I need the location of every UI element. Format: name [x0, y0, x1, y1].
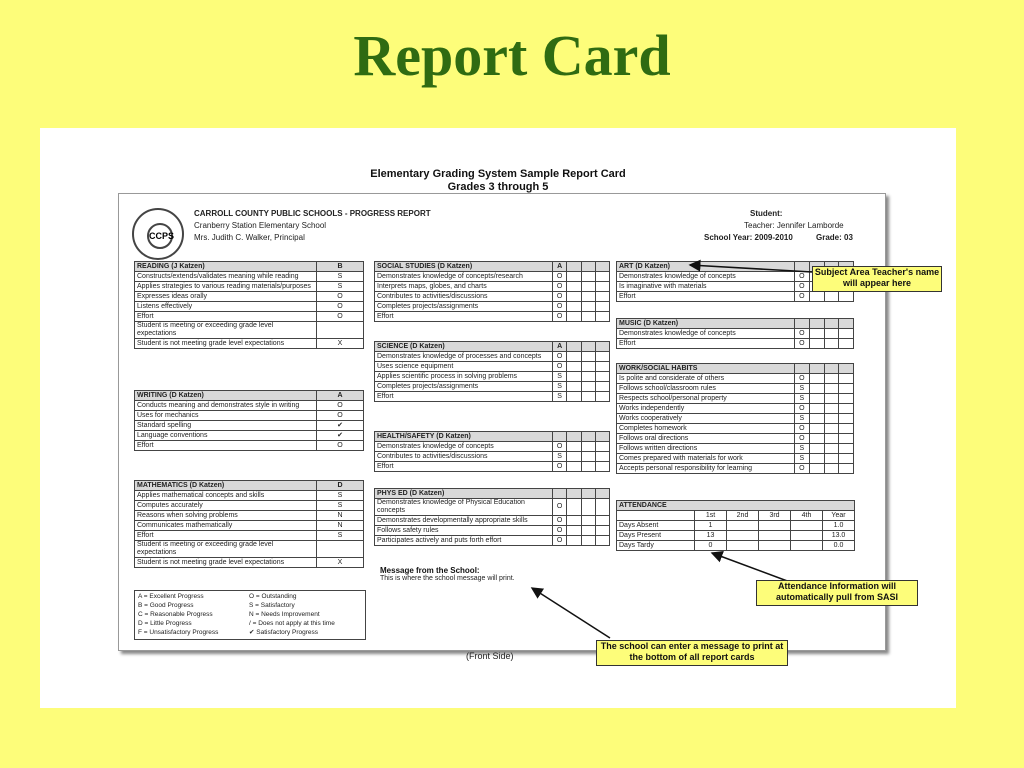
grade-level: Grade: 03	[816, 233, 853, 242]
teacher-name-callout: Subject Area Teacher's name will appear here	[812, 266, 942, 292]
row-mark: O	[553, 362, 567, 372]
row-label: Computes accurately	[135, 501, 317, 511]
row-mark: O	[553, 282, 567, 292]
doc-subtitle: Grades 3 through 5	[447, 181, 549, 193]
section-header: SOCIAL STUDIES (D Katzen)	[375, 262, 553, 272]
front-side-label: (Front Side)	[466, 651, 514, 661]
attendance-callout-arrow	[712, 553, 790, 582]
row-label: Demonstrates knowledge of concepts	[375, 442, 553, 452]
row-label: Demonstrates knowledge of concepts	[617, 329, 795, 339]
row-label: Respects school/personal property	[617, 394, 795, 404]
attendance-value: 13	[695, 531, 727, 541]
legend-item: / = Does not apply at this time	[249, 620, 335, 627]
row-mark: O	[795, 282, 810, 292]
section-header: ART (D Katzen)	[617, 262, 795, 272]
row-mark: O	[317, 441, 364, 451]
row-mark: O	[317, 312, 364, 322]
row-label: Student is meeting or exceeding grade level expectations	[135, 541, 317, 558]
legend-item: ✔ Satisfactory Progress	[249, 629, 319, 636]
section-mark: A	[553, 342, 567, 352]
row-mark: ✔	[317, 431, 364, 441]
row-label: Interprets maps, globes, and charts	[375, 282, 553, 292]
row-label: Effort	[135, 312, 317, 322]
row-mark: S	[317, 272, 364, 282]
row-mark: O	[553, 302, 567, 312]
row-label: Follows school/classroom rules	[617, 384, 795, 394]
row-mark: O	[317, 302, 364, 312]
row-label: Effort	[135, 441, 317, 451]
row-mark: S	[553, 392, 567, 402]
row-mark: O	[317, 401, 364, 411]
row-mark: N	[317, 521, 364, 531]
row-mark: O	[795, 292, 810, 302]
section-header: MATHEMATICS (D Katzen)	[135, 481, 317, 491]
row-label: Follows oral directions	[617, 434, 795, 444]
row-label: Applies mathematical concepts and skills	[135, 491, 317, 501]
row-label: Student is meeting or exceeding grade level expectations	[135, 322, 317, 339]
row-mark: ✔	[317, 421, 364, 431]
row-label: Standard spelling	[135, 421, 317, 431]
row-mark: O	[317, 411, 364, 421]
teacher-callout-arrow	[690, 265, 812, 272]
message-text: This is where the school message will print.	[380, 575, 515, 582]
row-mark: S	[795, 384, 810, 394]
row-label: Communicates mathematically	[135, 521, 317, 531]
row-label: Is imaginative with materials	[617, 282, 795, 292]
row-mark: O	[795, 329, 810, 339]
row-label: Follows safety rules	[375, 526, 553, 536]
row-mark: O	[553, 442, 567, 452]
school-name: Cranberry Station Elementary School	[194, 221, 327, 230]
school-year: School Year: 2009-2010	[704, 233, 793, 242]
row-mark: S	[553, 372, 567, 382]
row-label: Student is not meeting grade level expectations	[135, 558, 317, 568]
section-mark: A	[317, 391, 364, 401]
row-label: Demonstrates knowledge of concepts/research	[375, 272, 553, 282]
row-label: Demonstrates knowledge of Physical Education concepts	[375, 499, 553, 516]
school-seal-icon: CCPS	[132, 208, 184, 260]
attendance-label: Days Absent	[617, 521, 695, 531]
section-mark: D	[317, 481, 364, 491]
attendance-col-header: 2nd	[727, 511, 759, 521]
section-header: HEALTH/SAFETY (D Katzen)	[375, 432, 553, 442]
attendance-col-header: 1st	[695, 511, 727, 521]
legend-item: D = Little Progress	[138, 620, 192, 627]
attendance-value: 0.0	[823, 541, 855, 551]
section-header: PHYS ED (D Katzen)	[375, 489, 553, 499]
row-label: Constructs/extends/validates meaning while reading	[135, 272, 317, 282]
attendance-value: 1	[695, 521, 727, 531]
row-label: Effort	[375, 462, 553, 472]
attendance-value: 13.0	[823, 531, 855, 541]
row-mark: O	[553, 292, 567, 302]
row-mark: X	[317, 558, 364, 568]
row-label: Language conventions	[135, 431, 317, 441]
doc-title: Elementary Grading System Sample Report Card	[370, 168, 626, 180]
row-mark: O	[553, 272, 567, 282]
attendance-col-header: Year	[823, 511, 855, 521]
row-mark: O	[795, 434, 810, 444]
row-label: Works cooperatively	[617, 414, 795, 424]
row-mark: X	[317, 339, 364, 349]
row-mark: O	[795, 464, 810, 474]
row-mark: S	[795, 454, 810, 464]
row-label: Student is not meeting grade level expectations	[135, 339, 317, 349]
attendance-label: Days Tardy	[617, 541, 695, 551]
legend-item: C = Reasonable Progress	[138, 611, 213, 618]
row-label: Accepts personal responsibility for learning	[617, 464, 795, 474]
row-label: Applies strategies to various reading materials/purposes	[135, 282, 317, 292]
attendance-col-header: 4th	[791, 511, 823, 521]
row-mark: N	[317, 511, 364, 521]
row-label: Effort	[375, 392, 553, 402]
row-mark: S	[553, 382, 567, 392]
row-mark: S	[553, 452, 567, 462]
row-label: Conducts meaning and demonstrates style in writing	[135, 401, 317, 411]
section-header: WRITING (D Katzen)	[135, 391, 317, 401]
section-header: WORK/SOCIAL HABITS	[617, 364, 795, 374]
attendance-value: 1.0	[823, 521, 855, 531]
row-mark: S	[795, 444, 810, 454]
slide-title: Report Card	[353, 23, 671, 88]
teacher-line: Teacher: Jennifer Lamborde	[744, 221, 844, 230]
legend-item: F = Unsatisfactory Progress	[138, 629, 219, 636]
row-label: Demonstrates knowledge of concepts	[617, 272, 795, 282]
row-label: Demonstrates developmentally appropriate skills	[375, 516, 553, 526]
attendance-label: Days Present	[617, 531, 695, 541]
row-mark: S	[317, 531, 364, 541]
attendance-col-header: 3rd	[759, 511, 791, 521]
attendance-header: ATTENDANCE	[617, 501, 855, 511]
row-mark: O	[317, 292, 364, 302]
row-label: Follows written directions	[617, 444, 795, 454]
message-title: Message from the School:	[380, 566, 480, 575]
row-mark: O	[553, 536, 567, 546]
row-label: Effort	[617, 292, 795, 302]
legend-item: O = Outstanding	[249, 593, 297, 600]
row-label: Is polite and considerate of others	[617, 374, 795, 384]
row-mark: O	[553, 352, 567, 362]
row-mark: O	[795, 374, 810, 384]
message-callout: The school can enter a message to print at the bottom of all report cards	[596, 640, 788, 666]
row-mark: O	[795, 404, 810, 414]
section-header: SCIENCE (D Katzen)	[375, 342, 553, 352]
row-mark: O	[795, 424, 810, 434]
row-label: Reasons when solving problems	[135, 511, 317, 521]
row-mark: O	[553, 516, 567, 526]
row-label: Uses for mechanics	[135, 411, 317, 421]
section-header: READING (J Katzen)	[135, 262, 317, 272]
row-label: Completes projects/assignments	[375, 382, 553, 392]
row-mark: S	[795, 414, 810, 424]
row-label: Effort	[135, 531, 317, 541]
row-label: Comes prepared with materials for work	[617, 454, 795, 464]
legend-item: B = Good Progress	[138, 602, 194, 609]
row-label: Contributes to activities/discussions	[375, 292, 553, 302]
principal-name: Mrs. Judith C. Walker, Principal	[194, 233, 305, 242]
row-label: Applies scientific process in solving problems	[375, 372, 553, 382]
legend-item: S = Satisfactory	[249, 602, 295, 609]
row-label: Contributes to activities/discussions	[375, 452, 553, 462]
row-mark: O	[553, 526, 567, 536]
row-mark: O	[795, 272, 810, 282]
row-mark: O	[795, 339, 810, 349]
row-mark: S	[317, 501, 364, 511]
message-callout-arrow	[532, 588, 610, 638]
row-label: Listens effectively	[135, 302, 317, 312]
row-label: Completes homework	[617, 424, 795, 434]
row-label: Completes projects/assignments	[375, 302, 553, 312]
row-mark: S	[795, 394, 810, 404]
row-label: Participates actively and puts forth effort	[375, 536, 553, 546]
row-label: Demonstrates knowledge of processes and concepts	[375, 352, 553, 362]
section-mark: B	[317, 262, 364, 272]
row-mark: O	[553, 499, 567, 516]
row-mark: S	[317, 491, 364, 501]
section-mark: A	[553, 262, 567, 272]
row-label: Effort	[375, 312, 553, 322]
row-label: Works independently	[617, 404, 795, 414]
school-system-name: CARROLL COUNTY PUBLIC SCHOOLS - PROGRESS REPORT	[194, 209, 431, 218]
attendance-callout: Attendance Information will automatically pull from SASI	[756, 580, 918, 606]
row-label: Expresses ideas orally	[135, 292, 317, 302]
section-header: MUSIC (D Katzen)	[617, 319, 795, 329]
row-mark: S	[317, 282, 364, 292]
attendance-value: 0	[695, 541, 727, 551]
legend-item: A = Excellent Progress	[138, 593, 204, 600]
student-label: Student:	[750, 209, 783, 218]
row-mark: O	[553, 462, 567, 472]
legend-item: N = Needs Improvement	[249, 611, 320, 618]
row-label: Effort	[617, 339, 795, 349]
row-mark: O	[553, 312, 567, 322]
row-label: Uses science equipment	[375, 362, 553, 372]
